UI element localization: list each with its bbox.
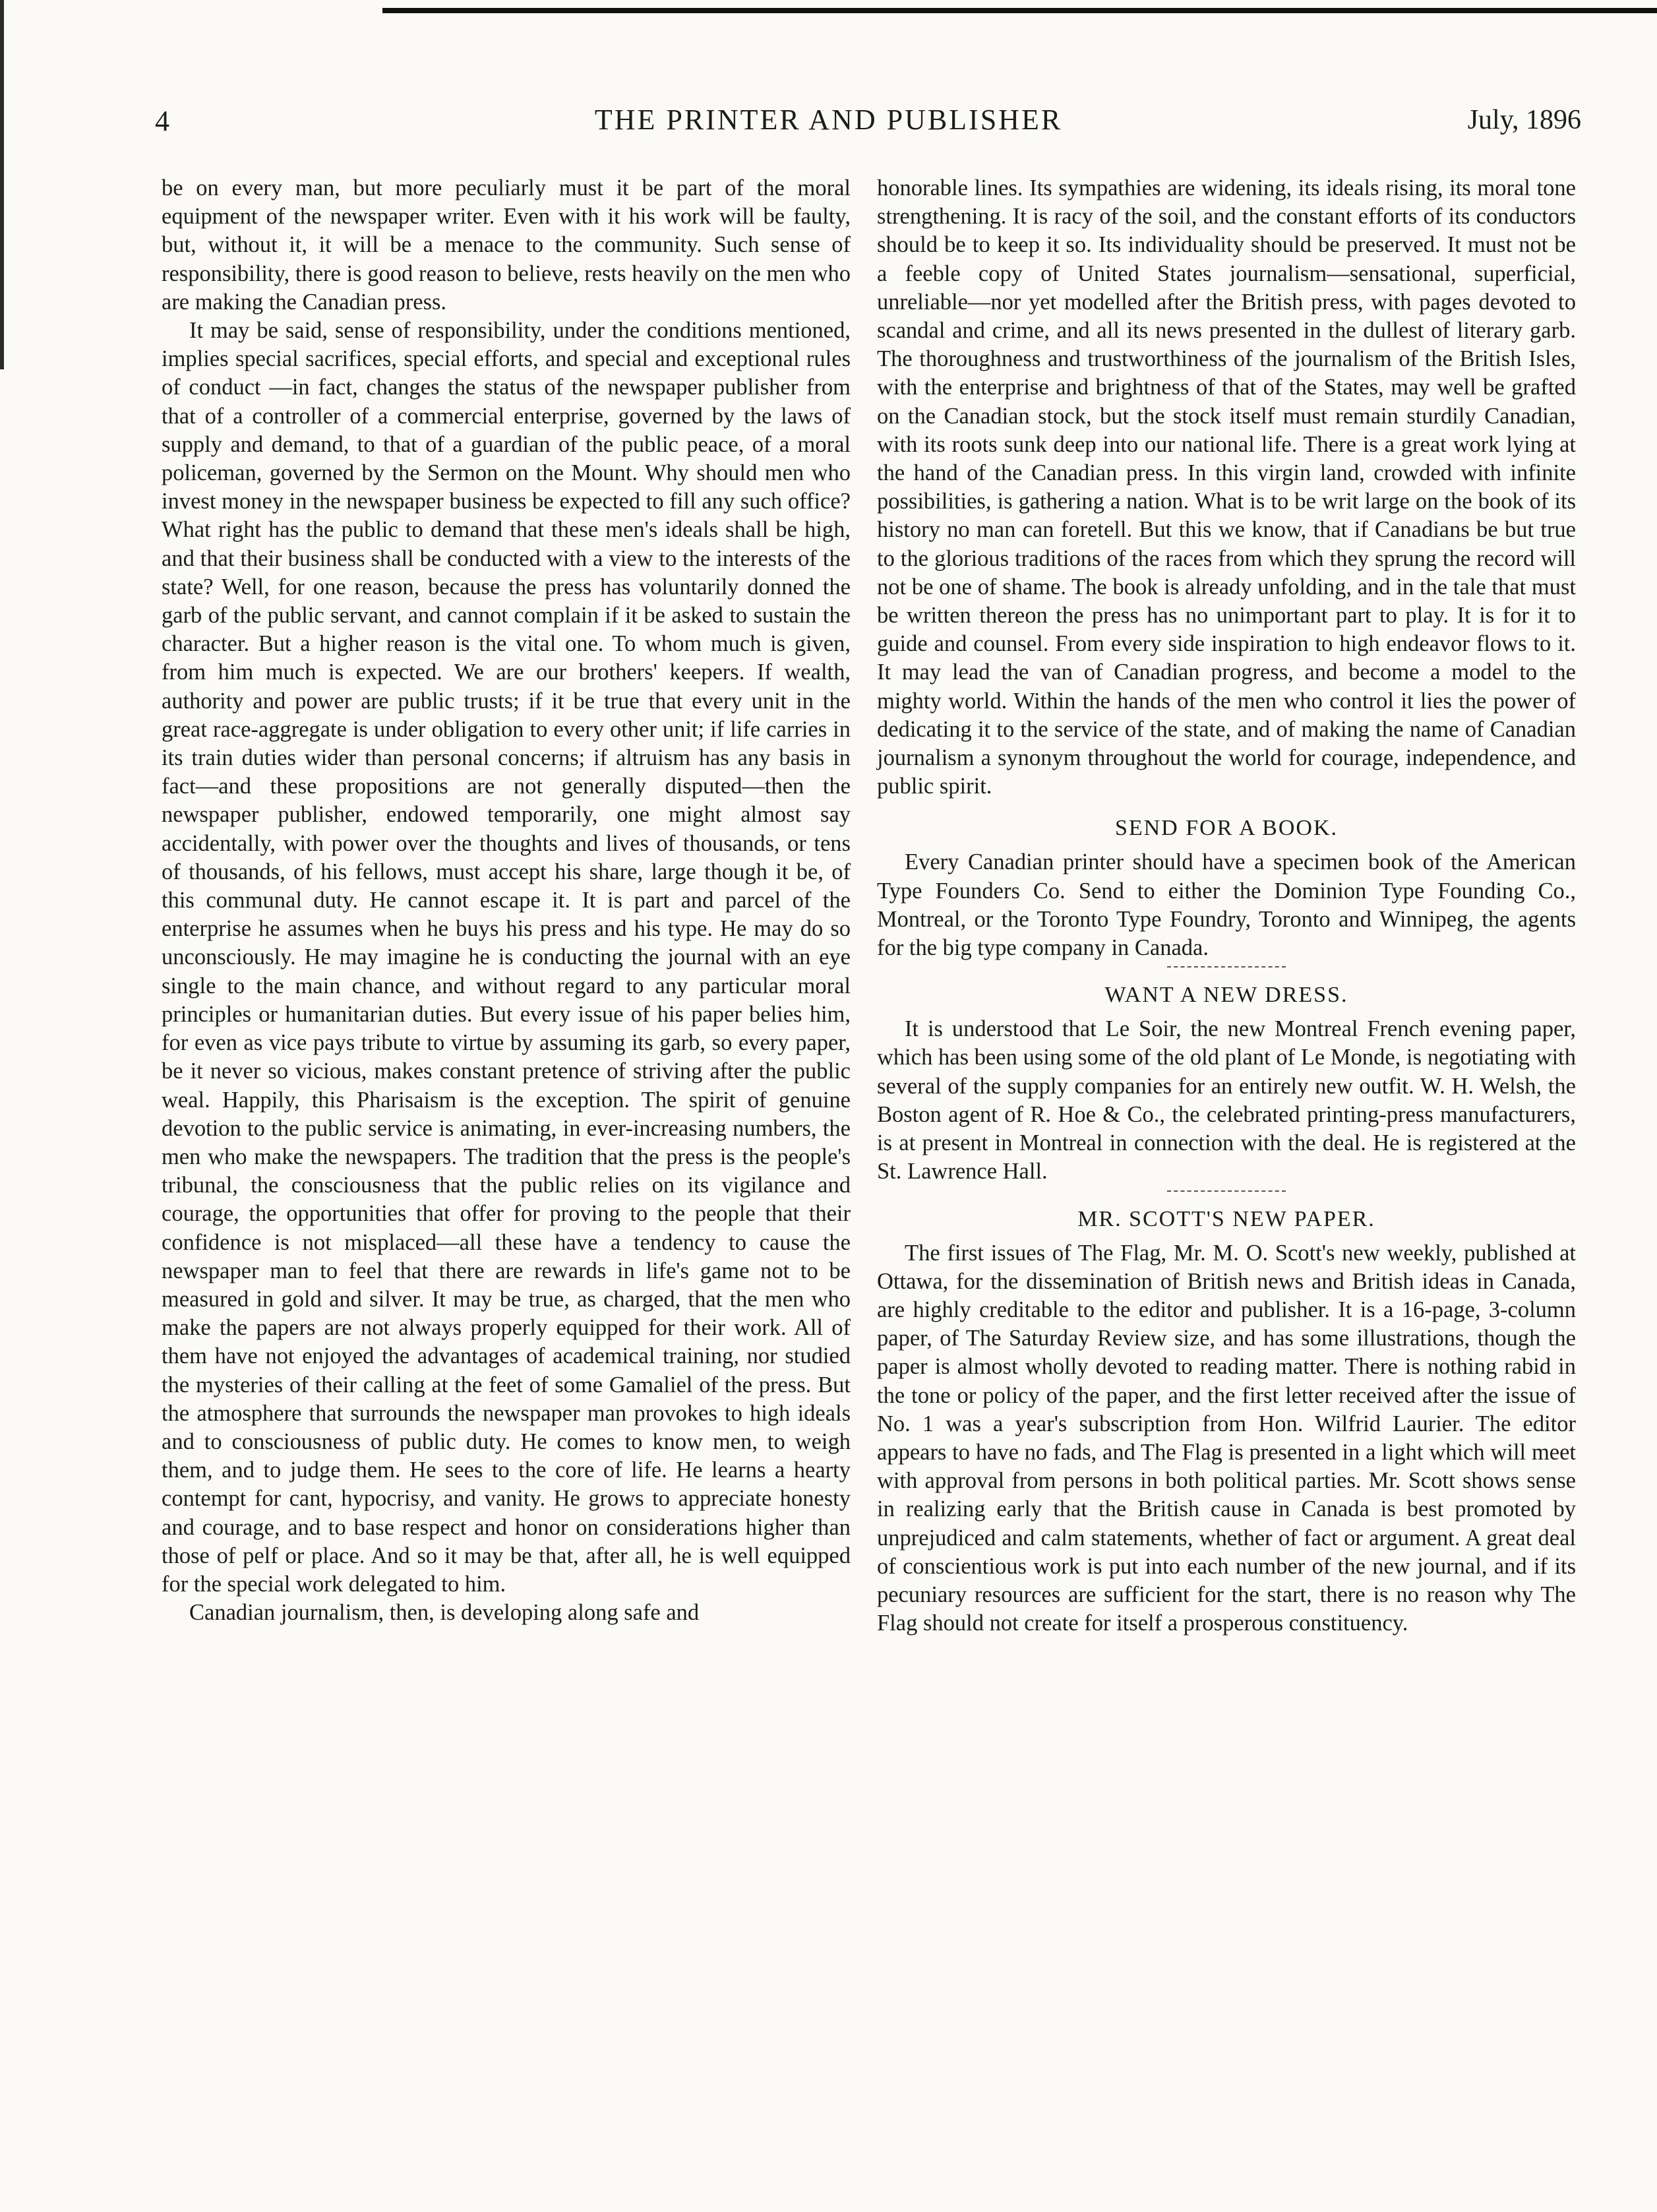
section-body: The first issues of The Flag, Mr. M. O. Scott's new weekly, published at Ottawa, for the dissemination of British news and British ideas in Canada, are highly creditable to the editor and publisher. It is a 16-page, 3-column paper, of The Saturday Review size, and has some illustrations, though the paper is almost wholly devoted to reading matter. There is nothing rabid in the tone or policy of the paper, and the first letter received after the issue of No. 1 was a year's subscription from Hon. Wilfrid Laurier. The editor appears to have no fads, and The Flag is presented in a light which will meet with approval from persons in both political parties. Mr. Scott shows sense in realizing early that the British cause in Canada is best promoted by unprejudiced and calm statements, whether of fact or argument. A great deal of conscientious work is put into each number of the new journal, and if its pecuniary resources are sufficient for the start, there is no reason why The Flag should not create for itself a prosperous constituency. <box>877 1240 1576 1636</box>
paragraph: be on every man, but more peculiarly must it be part of the moral equipment of the newspaper writer. Even with it his work will be faulty, but, without it, it will be a menace to the community. Such sense of responsibility, there is good reason to believe, rests heavily on the men who are making the Canadian press. <box>162 175 851 315</box>
issue-date: July, 1896 <box>1467 105 1581 135</box>
section-divider <box>1167 966 1286 968</box>
right-column <box>877 174 1576 1638</box>
section-divider <box>1167 1190 1286 1192</box>
paragraph: It may be said, sense of responsibility, under the conditions mentioned, implies special sacrifices, special efforts, and special and exceptional rules of conduct —in fact, changes the status of the newspaper publisher from that of a controller of a commercial enterprise, governed by the laws of supply and demand, to that of a guardian of the public peace, of a moral policeman, governed by the Sermon on the Mount. Why should men who invest money in the newspaper business be expected to fill any such office? What right has the public to demand that these men's ideals shall be high, and that their business shall be conducted with a view to the interests of the state? Well, for one reason, because the press has voluntarily donned the garb of the public servant, and cannot complain if it be asked to sustain the character. But a higher reason is the vital one. To whom much is given, from him much is expected. We are our brothers' keepers. If wealth, authority and power are public trusts; if it be true that every unit in the great race-aggregate is under obligation to every other unit; if life carries in its train duties wider than personal concerns; if altruism has any basis in fact—and these propositions are not generally disputed—then the newspaper publisher, endowed temporarily, one might almost say accidentally, with power over the thoughts and lives of thousands, or tens of thousands, of his fellows, must accept his share, large though it be, of this communal duty. He cannot escape it. It is part and parcel of the enterprise he assumes when he buys his press and his type. He may do so unconsciously. He may imagine he is conducting the journal with an eye single to the main chance, and without regard to any particular moral principles or humanitarian duties. But every issue of his paper belies him, for even as vice pays tribute to virtue by assuming its garb, so every paper, be it never so vicious, makes constant pretence of striving after the public weal. Happily, this Pharisaism is the exception. The spirit of genuine devotion to the public service is animating, in ever-increasing numbers, the men who make the newspapers. The tradition that the press is the people's tribunal, the consciousness that the public relies on its vigilance and courage, the opportunities that offer for proving to the people that their confidence is not misplaced—all these have a tendency to cause the newspaper man to feel that there are rewards in life's game not to be measured in gold and silver. It may be true, as charged, that the men who make the papers are not always properly equipped for their work. All of them have not enjoyed the advantages of academical training, nor studied the mysteries of their calling at the feet of some Gamaliel of the press. But the atmosphere that surrounds the newspaper man provokes to high ideals and to consciousness of public duty. He comes to know men, to weigh them, and to judge them. He sees to the core of life. He learns a hearty contempt for cant, hypocrisy, and vanity. He grows to appreciate honesty and courage, and to base respect and honor on considerations higher than those of pelf or place. And so it may be that, after all, he is well equipped for the special work delegated to him. <box>162 318 851 1597</box>
left-edge-rule <box>0 0 4 369</box>
running-title: THE PRINTER AND PUBLISHER <box>594 104 1063 136</box>
page-header <box>0 99 1657 152</box>
paragraph: honorable lines. Its sympathies are widening, its ideals rising, its moral tone strengthening. It is racy of the soil, and the constant efforts of its conductors should be to keep it so. Its individuality should be preserved. It must not be a feeble copy of United States journalism—sensational, superficial, unreliable—nor yet modelled after the British press, with pages devoted to scandal and crime, and all its news presented in the dullest of literary garb. The thoroughness and trustworthiness of the journalism of the British Isles, with the enterprise and brightness of that of the States, may well be grafted on the Canadian stock, but the stock itself must remain sturdily Canadian, with its roots sunk deep into our national life. There is a great work lying at the hand of the Canadian press. In this virgin land, crowded with infinite possibilities, is gathering a nation. What is to be writ large on the book of its history no man can foretell. But this we know, that if Canadians be but true to the glorious traditions of the races from which they sprung the record will not be one of shame. The book is already unfolding, and in the tale that must be written thereon the press has no unimportant part to play. It is for it to guide and counsel. From every side inspiration to high endeavor flows to it. It may lead the van of Canadian progress, and become a model to the mighty world. Within the hands of the men who control it lies the power of dedicating it to the service of the state, and of making the name of Canadian journalism a synonym throughout the world for courage, independence, and public spirit. <box>877 175 1576 799</box>
paragraph: Canadian journalism, then, is developing along safe and <box>189 1600 700 1626</box>
section-title-want-a-new-dress: WANT A NEW DRESS. <box>1104 983 1348 1008</box>
left-column <box>162 174 851 1627</box>
section-title-mr-scotts-new-paper: MR. SCOTT'S NEW PAPER. <box>1077 1206 1375 1231</box>
page-number: 4 <box>155 105 169 137</box>
top-rule <box>382 8 1657 13</box>
section-body: Every Canadian printer should have a specimen book of the American Type Founders Co. Send to either the Dominion Type Founding Co., Montreal, or the Toronto Type Foundry, Toronto and Winnipeg, the agents for the big type company in Canada. <box>877 849 1576 961</box>
section-body: It is understood that Le Soir, the new Montreal French evening paper, which has been using some of the old plant of Le Monde, is negotiating with several of the supply companies for an entirely new outfit. W. H. Welsh, the Boston agent of R. Hoe & Co., the celebrated printing-press manufacturers, is at present in Montreal in connection with the deal. He is registered at the St. Lawrence Hall. <box>877 1016 1576 1184</box>
section-title-send-for-a-book: SEND FOR A BOOK. <box>1114 816 1339 841</box>
